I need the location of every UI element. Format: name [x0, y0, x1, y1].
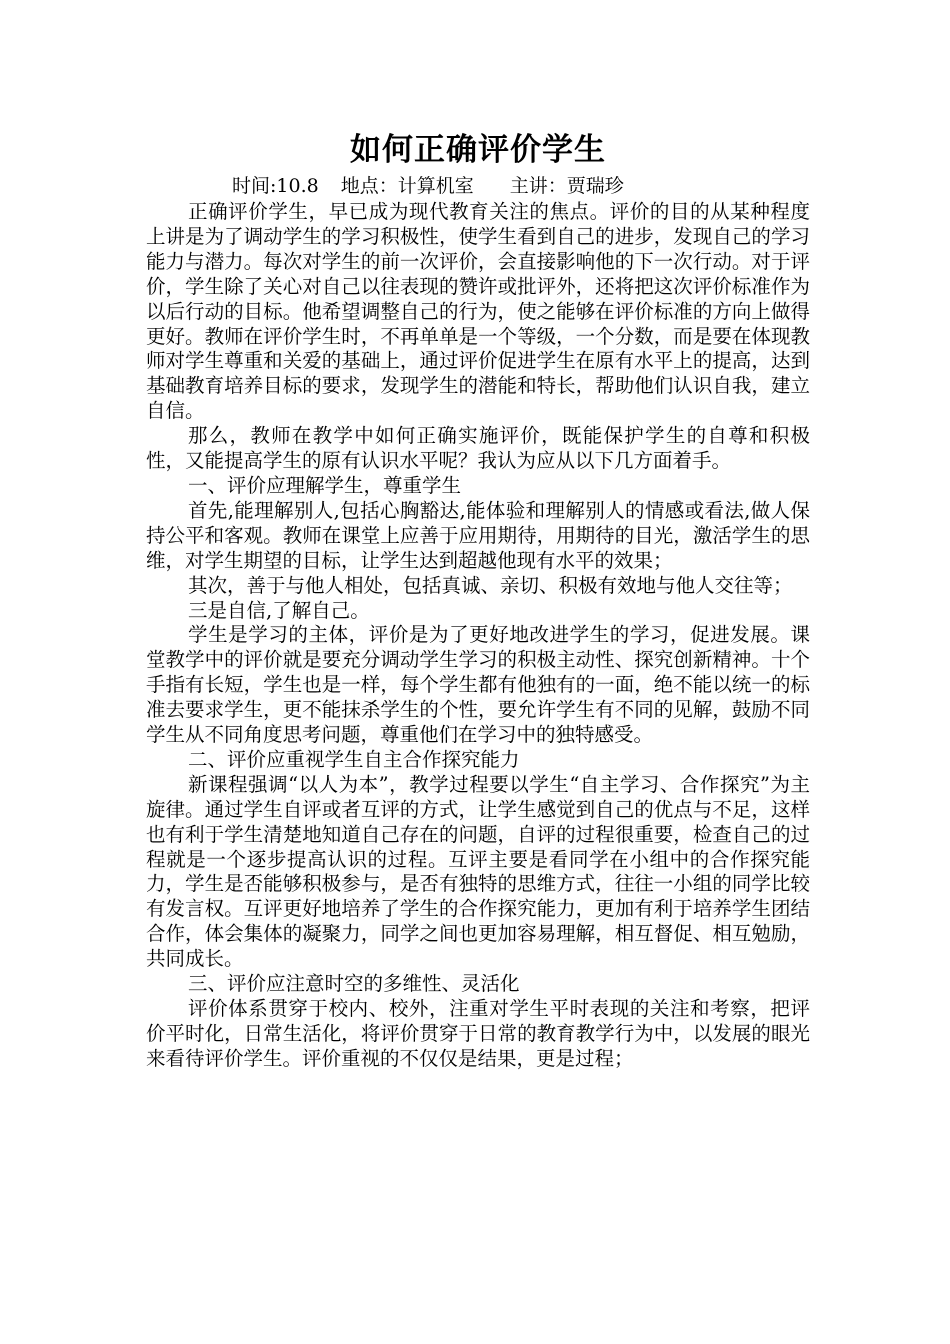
paragraph: 首先,能理解别人,包括心胸豁达,能体验和理解别人的情感或看法,做人保持公平和客观。教师在课堂上应善于应用期待，用期待的目光，激活学生的思维，对学生期望的目标，让学生达到超越他现有水平的效果；: [146, 498, 810, 572]
section-heading: 三、评价应注意时空的多维性、灵活化: [188, 972, 520, 996]
paragraph: 三是自信,了解自己。: [188, 598, 370, 622]
document-title: 如何正确评价学生: [350, 132, 606, 168]
document-body: [146, 200, 810, 1072]
lecture-meta: [146, 174, 810, 199]
paragraph: 那么，教师在教学中如何正确实施评价，既能保护学生的自尊和积极性，又能提高学生的原有认识水平呢？我认为应从以下几方面着手。: [146, 424, 810, 473]
section-heading: 二、评价应重视学生自主合作探究能力: [188, 747, 520, 771]
document-page: [146, 128, 810, 1072]
paragraph: 学生是学习的主体，评价是为了更好地改进学生的学习，促进发展。课堂教学中的评价就是要充分调动学生学习的积极主动性、探究创新精神。十个手指有长短，学生也是一样，每个学生都有他独有的一面，绝不能以统一的标准去要求学生，更不能抹杀学生的个性，要允许学生有不同的见解，鼓励不同学生从不同角度思考问题，尊重他们在学习中的独特感受。: [146, 623, 810, 747]
paragraph: 正确评价学生，早已成为现代教育关注的焦点。评价的目的从某种程度上讲是为了调动学生的学习积极性，使学生看到自己的进步，发现自己的学习能力与潜力。每次对学生的前一次评价，会直接影响他的下一次行动。对于评价，学生除了关心对自己以往表现的赞许或批评外，还将把这次评价标准作为以后行动的目标。他希望调整自己的行为，使之能够在评价标准的方向上做得更好。教师在评价学生时，不再单单是一个等级，一个分数，而是要在体现教师对学生尊重和关爱的基础上，通过评价促进学生在原有水平上的提高，达到基础教育培养目标的要求，发现学生的潜能和特长，帮助他们认识自我，建立自信。: [146, 200, 810, 423]
meta-time: 时间:10.8: [232, 175, 319, 197]
paragraph: 新课程强调“以人为本”，教学过程要以学生“自主学习、合作探究”为主旋律。通过学生自评或者互评的方式，让学生感觉到自己的优点与不足，这样也有利于学生清楚地知道自己存在的问题，自评的过程很重要，检查自己的过程就是一个逐步提高认识的过程。互评主要是看同学在小组中的合作探究能力，学生是否能够积极参与，是否有独特的思维方式，往往一小组的同学比较有发言权。互评更好地培养了学生的合作探究能力，更加有利于培养学生团结合作，体会集体的凝聚力，同学之间也更加容易理解，相互督促、相互勉励，共同成长。: [146, 772, 810, 971]
paragraph: 评价体系贯穿于校内、校外，注重对学生平时表现的关注和考察，把评价平时化，日常生活化，将评价贯穿于日常的教育教学行为中，以发展的眼光来看待评价学生。评价重视的不仅仅是结果，更是过程；: [146, 997, 810, 1070]
meta-place: 地点：计算机室: [340, 175, 474, 197]
section-heading: 一、评价应理解学生，尊重学生: [188, 473, 462, 497]
meta-speaker: 主讲：贾瑞珍: [509, 175, 624, 197]
paragraph: 其次，善于与他人相处，包括真诚、亲切、积极有效地与他人交往等；: [188, 573, 793, 597]
